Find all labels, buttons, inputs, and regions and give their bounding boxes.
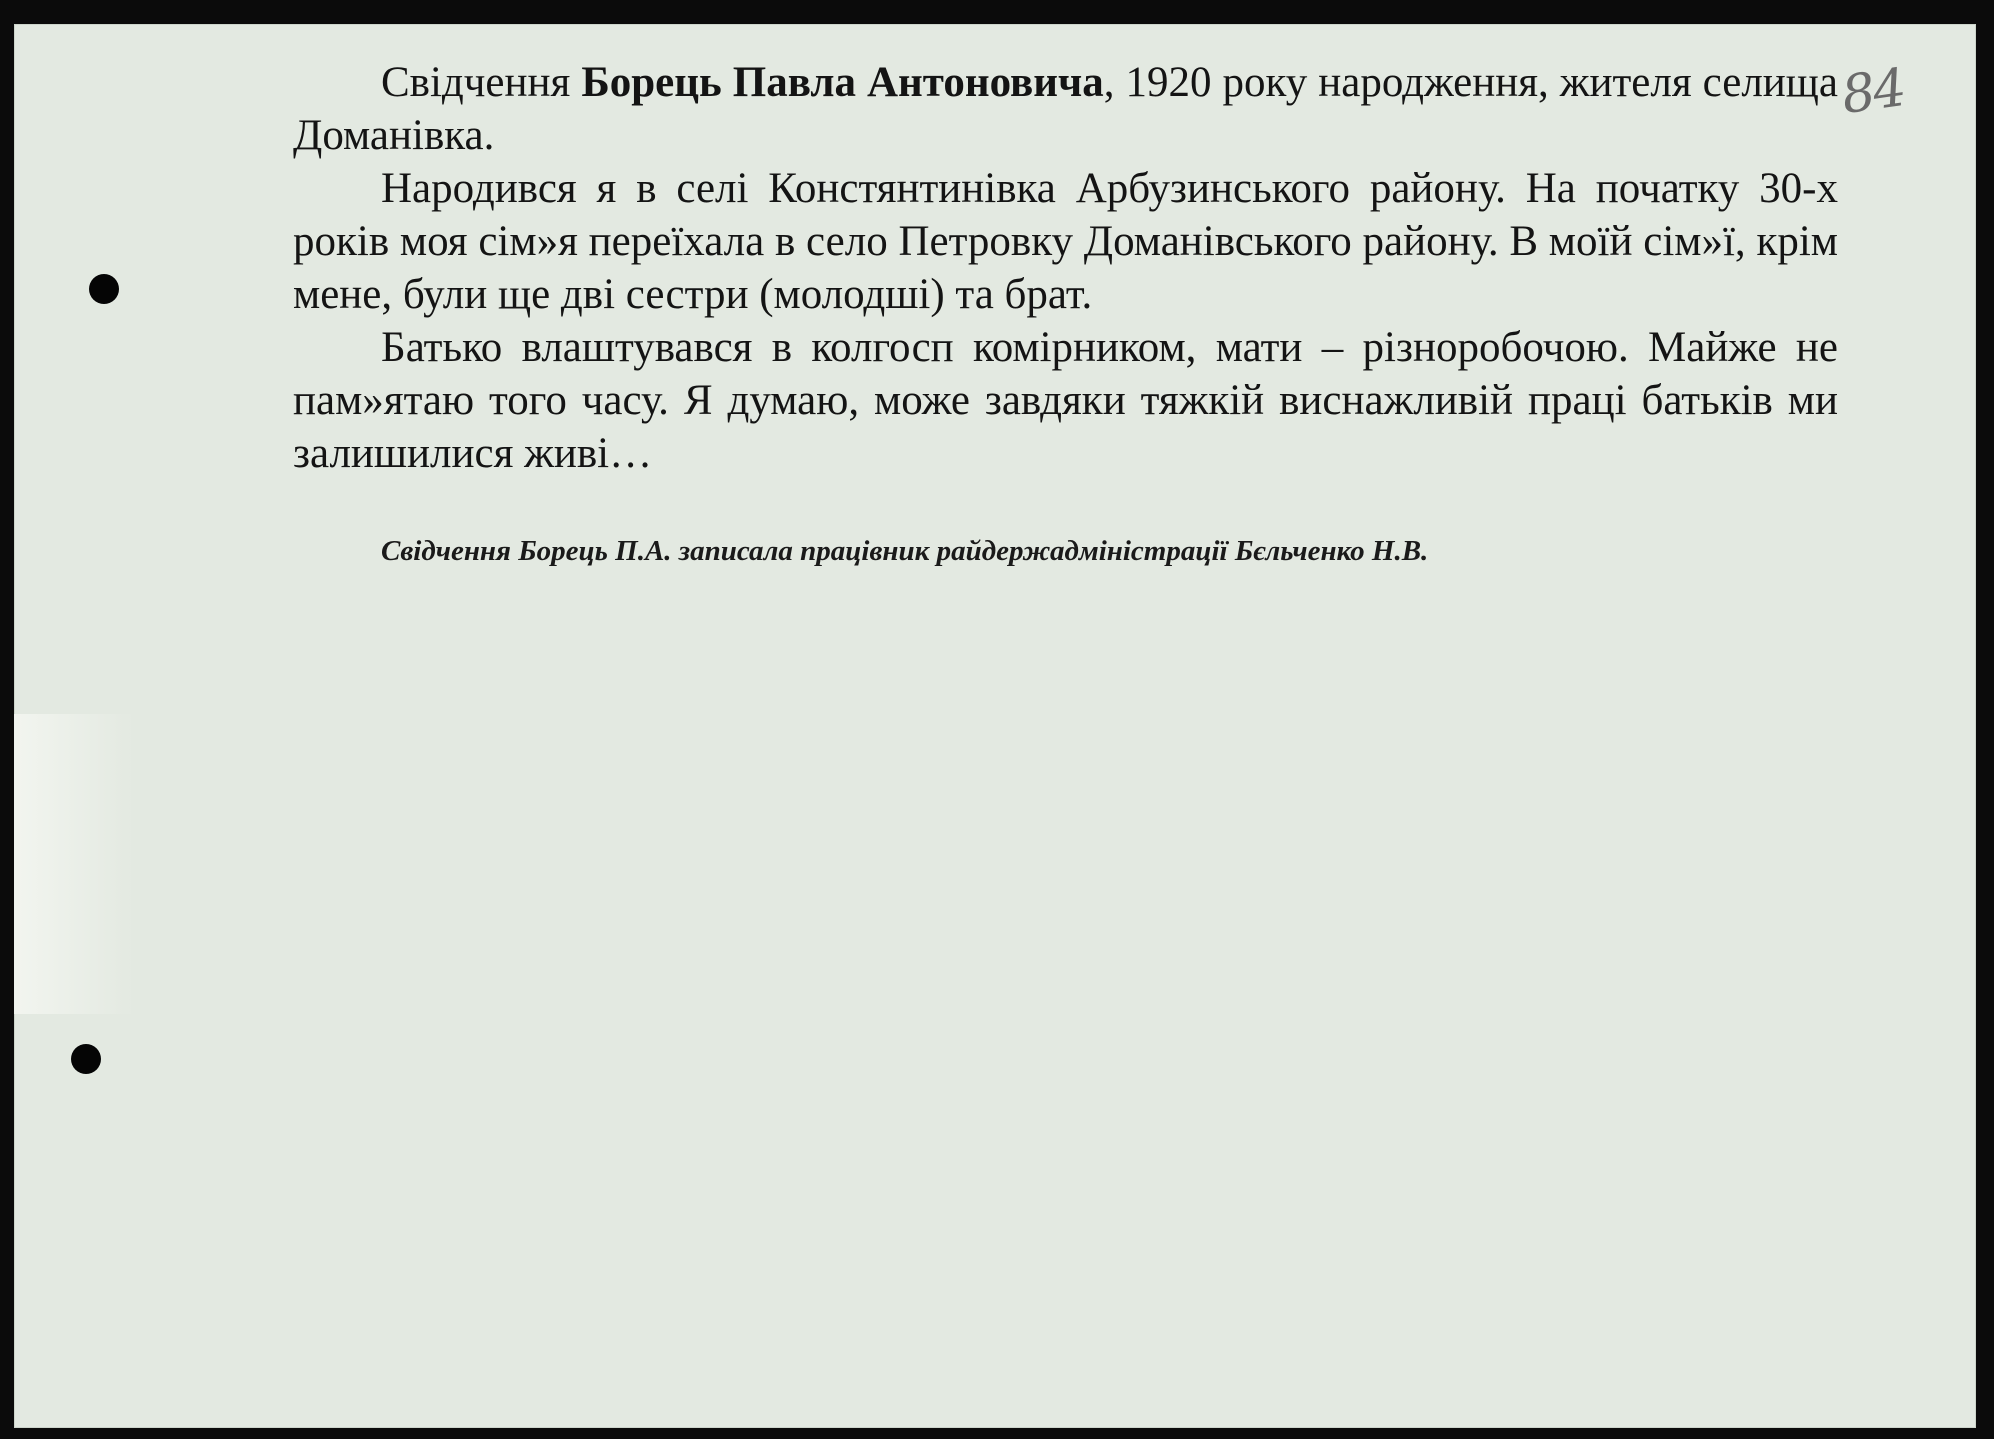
intro-prefix: Свідчення [381, 59, 582, 106]
paragraph-intro [293, 56, 1838, 162]
handwritten-page-number: 84 [1838, 57, 1909, 127]
paper-wear [14, 714, 134, 1014]
recorder-note: Свідчення Борець П.А. записала працівник райдержадміністрації Бєльченко Н.В. [381, 535, 1429, 567]
witness-name: Борець Павла Антоновича [581, 59, 1104, 106]
punch-hole-bottom [71, 1044, 101, 1074]
intro-suffix: , 1920 року народження, жителя селища Доманівка. [293, 59, 1838, 159]
punch-hole-top [89, 274, 119, 304]
testimony-text [293, 56, 1838, 480]
paragraph-parents: Батько влаштувався в колгосп комірником, мати – різноробочою. Майже не пам»ятаю того часу. Я думаю, може завдяки тяжкій виснажливій праці батьків ми залишилися живі… [293, 324, 1838, 477]
paragraph-family: Народився я в селі Констянтинівка Арбузинського району. На початку 30-х років моя сім»я переїхала в село Петровку Доманівського району. В моїй сім»ї, крім мене, були ще дві сестри (молодші) та брат. [293, 165, 1838, 318]
